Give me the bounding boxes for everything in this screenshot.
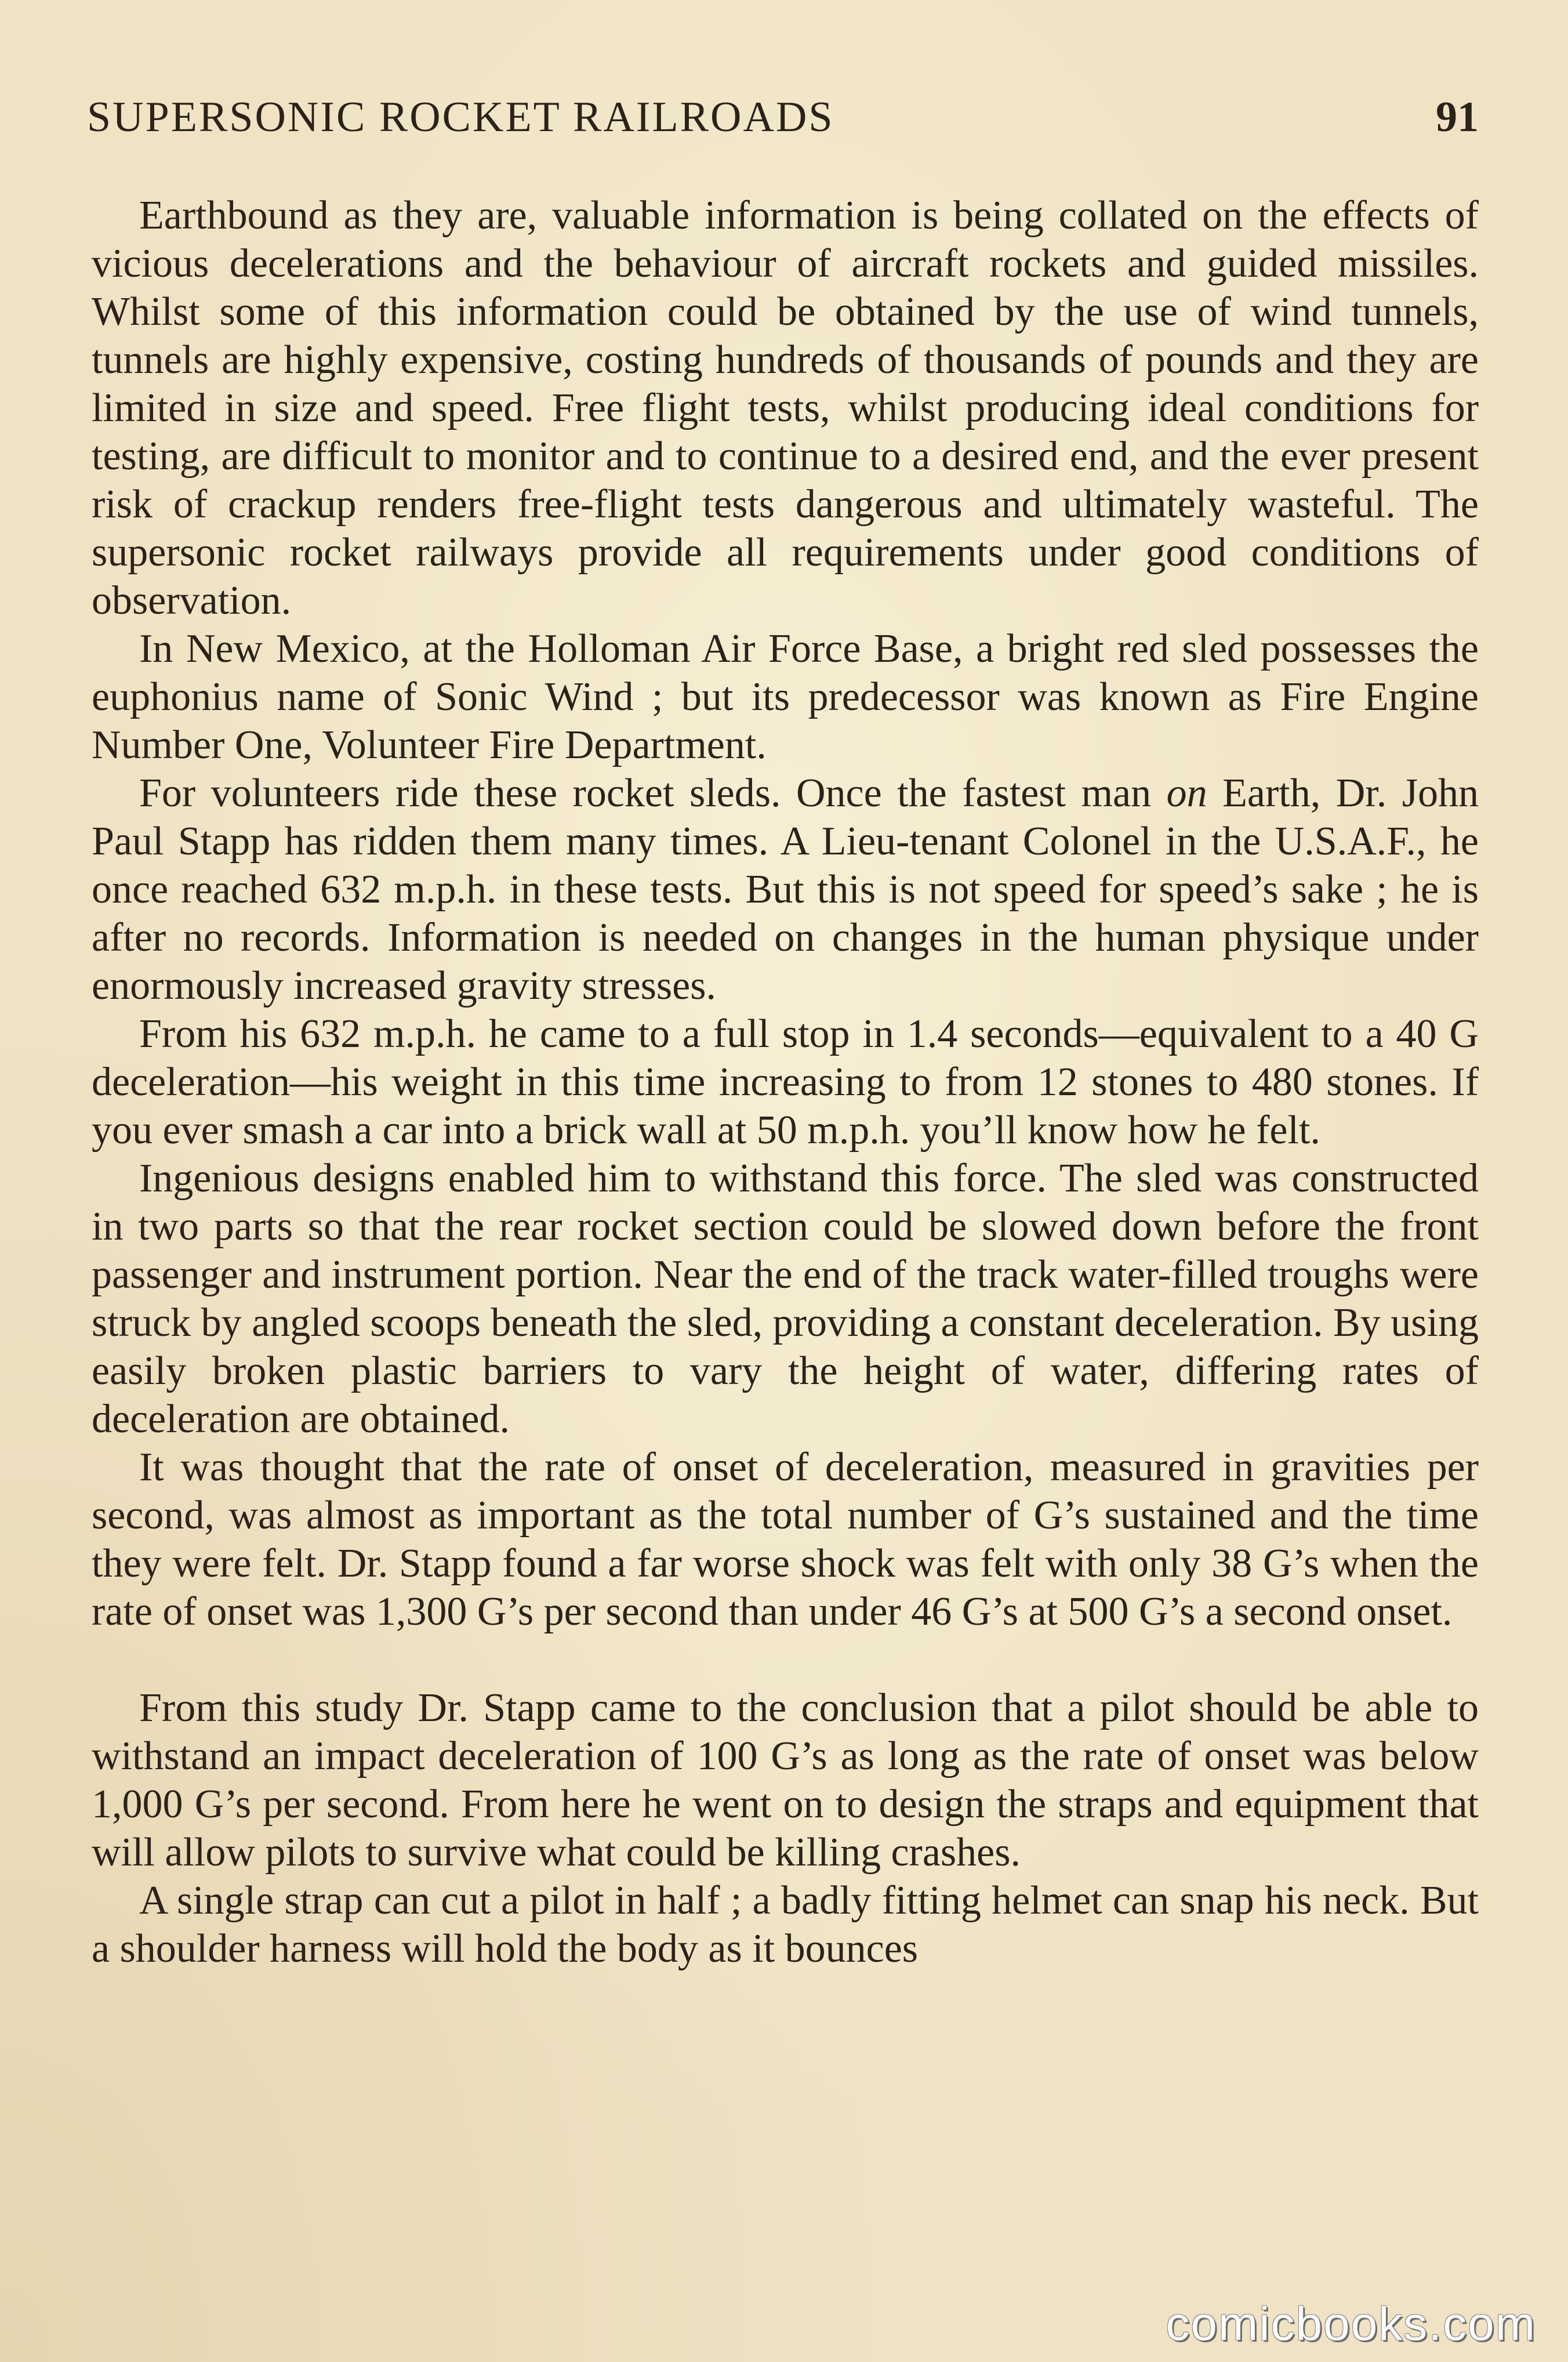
- body-text: [92, 191, 1479, 1973]
- paragraph: From this study Dr. Stapp came to the conclusion that a pilot should be able to withstand an impact deceleration of 100 G’s as long as the rate of onset was below 1,000 G’s per second. From here he went on to design the straps and equipment that will allow pilots to survive what could be killing crashes.: [92, 1686, 1479, 1875]
- paragraph: A single strap can cut a pilot in half ; a badly fitting helmet can snap his neck. But a shoulder harness will hold the body as it bounces: [92, 1878, 1479, 1971]
- running-head: [87, 93, 1479, 151]
- paragraph: It was thought that the rate of onset of deceleration, measured in gravities per second, was almost as important as the total number of G’s sustained and the time they were felt. Dr. Stapp found a far worse shock was felt with only 38 G’s when the rate of onset was 1,300 G’s per second than under 46 G’s at 500 G’s a second onset.: [92, 1445, 1479, 1634]
- page-number: 91: [1436, 93, 1479, 141]
- watermark: comicbooks.com: [1166, 2298, 1536, 2350]
- paragraph: Earthbound as they are, valuable information is being collated on the effects of vicious decelerations and the behaviour of aircraft rockets and guided missiles. Whilst some of this information could be obtained by the use of wind tunnels, tunnels are highly expensive, costing hundreds of thousands of pounds and they are limited in size and speed. Free flight tests, whilst producing ideal conditions for testing, are difficult to monitor and to continue to a desired end, and the ever present risk of crackup renders free-flight tests dangerous and ultimately wasteful. The supersonic rocket railways provide all requirements under good conditions of observation.: [92, 193, 1479, 623]
- emphasized-word: on: [1166, 771, 1207, 816]
- paragraph: From his 632 m.p.h. he came to a full stop in 1.4 seconds—equivalent to a 40 G deceleration—his weight in this time increasing to from 12 stones to 480 stones. If you ever smash a car into a brick wall at 50 m.p.h. you’ll know how he felt.: [92, 1012, 1479, 1153]
- paragraph-text: For volunteers ride these rocket sleds. Once the fastest man: [139, 771, 1167, 816]
- paragraph: [92, 769, 1479, 1010]
- paragraph: In New Mexico, at the Holloman Air Force Base, a bright red sled possesses the euphonius name of Sonic Wind ; but its predecessor was known as Fire Engine Number One, Volunteer Fire Department.: [92, 626, 1479, 767]
- paragraph-text: Earth, Dr. John Paul Stapp has ridden them many times. A Lieu-tenant Colonel in the U.S.A.F., he once reached 632 m.p.h. in these tests. But this is not speed for speed’s sake ; he is after no records. Information is needed on changes in the human physique under enormously increased gravity stresses.: [92, 771, 1479, 1008]
- paragraph: Ingenious designs enabled him to withstand this force. The sled was constructed in two parts so that the rear rocket section could be slowed down before the front passenger and instrument portion. Near the end of the track water-filled troughs were struck by angled scoops beneath the sled, providing a constant deceleration. By using easily broken plastic barriers to vary the height of water, differing rates of deceleration are obtained.: [92, 1156, 1479, 1441]
- running-title: SUPERSONIC ROCKET RAILROADS: [87, 93, 834, 141]
